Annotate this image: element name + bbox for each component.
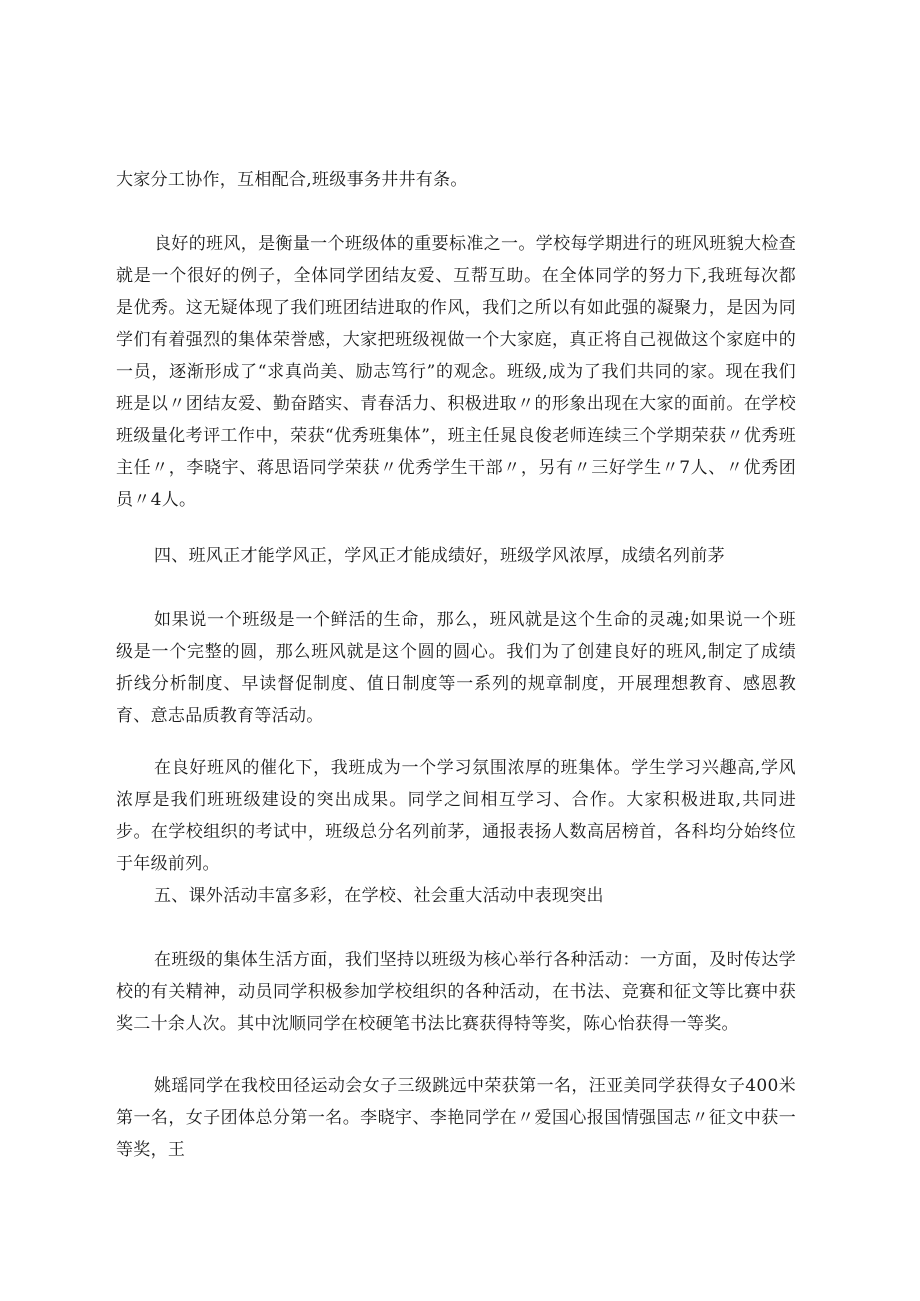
paragraph-sports-awards: 姚瑶同学在我校田径运动会女子三级跳远中荣获第一名，汪亚美同学获得女子400米第一名，女子团体总分第一名。李晓宇、李艳同学在〃爱国心报国情强国志〃征文中获一等奖，王 [116, 1076, 796, 1160]
paragraph-continuation: 大家分工协作，互相配合,班级事务井井有条。 [116, 170, 468, 190]
paragraph-class-soul: 如果说一个班级是一个鲜活的生命，那么，班风就是这个生命的灵魂;如果说一个班级是一个完整的圆，那么班风就是这个圆的圆心。我们为了创建良好的班风,制定了成绩折线分析制度、早读督促制度、值日制度等一系列的规章制度，开展理想教育、感恩教育、意志品质教育等活动。 [116, 610, 796, 726]
section-heading-five: 五、课外活动丰富多彩，在学校、社会重大活动中表现突出 [154, 886, 604, 906]
paragraph-collective-life: 在班级的集体生活方面，我们坚持以班级为核心举行各种活动：一方面，及时传达学校的有关精神，动员同学积极参加学校组织的各种活动，在书法、竞赛和征文等比赛中获奖二十余人次。其中沈顺同学在校硬笔书法比赛获得特等奖，陈心怡获得一等奖。 [116, 950, 796, 1034]
paragraph-study-atmosphere: 在良好班风的催化下，我班成为一个学习氛围浓厚的班集体。学生学习兴趣高,学风浓厚是我们班班级建设的突出成果。同学之间相互学习、合作。大家积极进取,共同进步。在学校组织的考试中，班级总分名列前茅，通报表扬人数高居榜首，各科均分始终位于年级前列。 [116, 758, 796, 874]
section-heading-four: 四、班风正才能学风正，学风正才能成绩好，班级学风浓厚，成绩名列前茅 [154, 546, 725, 566]
paragraph-class-spirit: 良好的班风，是衡量一个班级体的重要标准之一。学校每学期进行的班风班貌大检查就是一个很好的例子，全体同学团结友爱、互帮互助。在全体同学的努力下,我班每次都是优秀。这无疑体现了我们班团结进取的作风，我们之所以有如此强的凝聚力，是因为同学们有着强烈的集体荣誉感，大家把班级视做一个大家庭，真正将自己视做这个家庭中的一员，逐渐形成了“求真尚美、励志笃行”的观念。班级,成为了我们共同的家。现在我们班是以〃团结友爱、勤奋踏实、青春活力、积极进取〃的形象出现在大家的面前。在学校班级量化考评工作中，荣获“优秀班集体”，班主任晁良俊老师连续三个学期荣获〃优秀班主任〃，李晓宇、蒋思语同学荣获〃优秀学生干部〃，另有〃三好学生〃7人、〃优秀团员〃4人。 [116, 234, 796, 510]
